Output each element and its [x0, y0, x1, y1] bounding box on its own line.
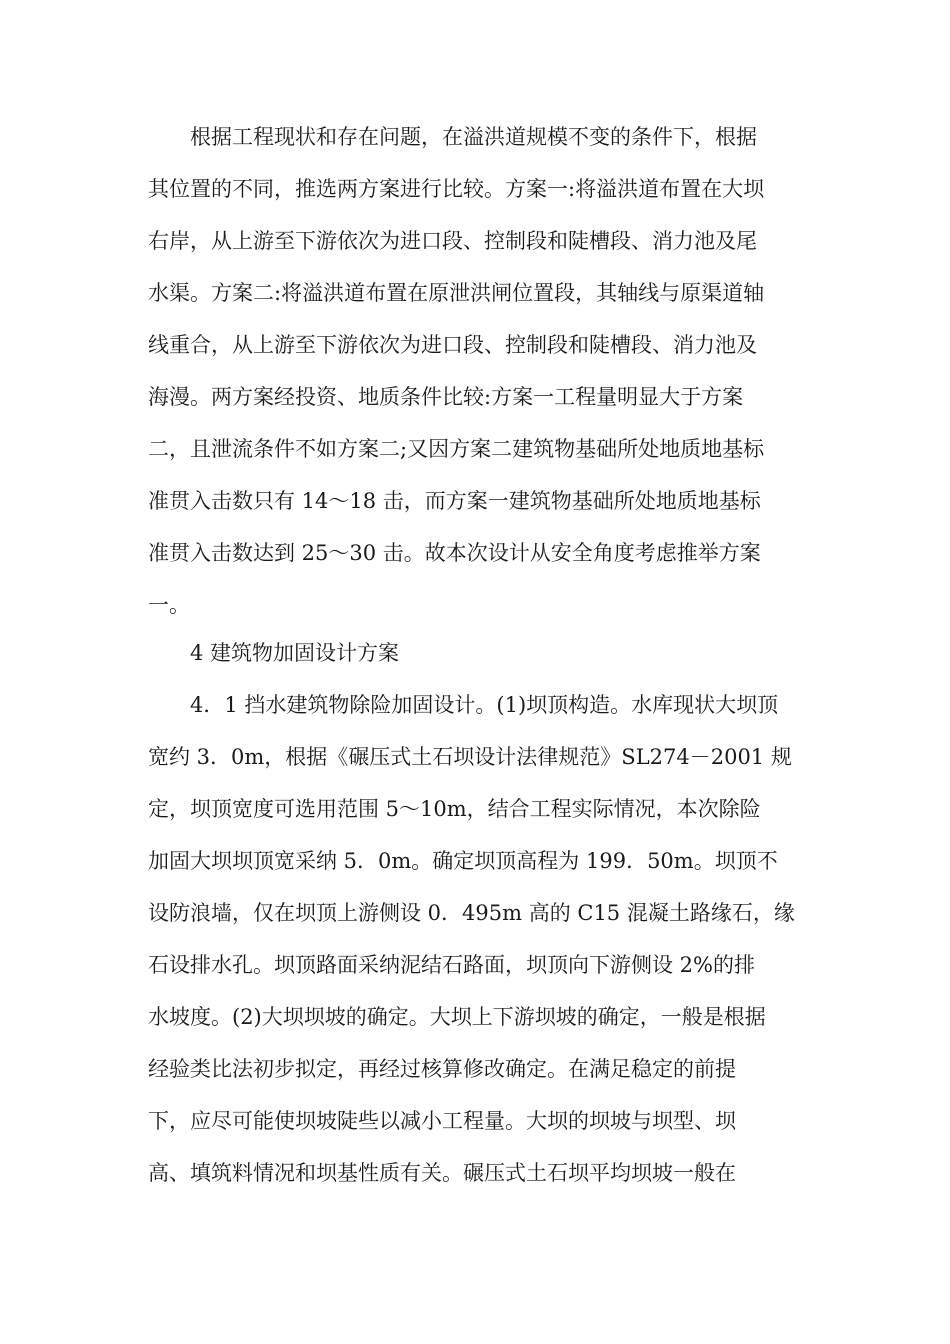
- paragraph-1-line-1: 根据工程现状和存在问题，在溢洪道规模不变的条件下，根据: [190, 125, 757, 149]
- paragraph-1-line-5: 线重合，从上游至下游依次为进口段、控制段和陡槽段、消力池及: [148, 333, 757, 357]
- paragraph-2-line-10: 高、填筑料情况和坝基性质有关。碾压式土石坝平均坝坡一般在: [148, 1161, 736, 1185]
- paragraph-1-line-3: 右岸，从上游至下游依次为进口段、控制段和陡槽段、消力池及尾: [148, 229, 757, 253]
- paragraph-1-line-2: 其位置的不同，推选两方案进行比较。方案一:将溢洪道布置在大坝: [148, 177, 765, 201]
- paragraph-2-line-3: 定，坝顶宽度可选用范围 5～10m，结合工程实际情况，本次除险: [148, 797, 761, 821]
- paragraph-2-line-9: 下，应尽可能使坝坡陡些以减小工程量。大坝的坝坡与坝型、坝: [148, 1109, 736, 1133]
- paragraph-2-line-4: 加固大坝坝顶宽采纳 5．0m。确定坝顶高程为 199．50m。坝顶不: [148, 849, 778, 873]
- paragraph-2-line-1: 4．1 挡水建筑物除险加固设计。(1)坝顶构造。水库现状大坝顶: [190, 693, 779, 717]
- paragraph-1-line-4: 水渠。方案二:将溢洪道布置在原泄洪闸位置段，其轴线与原渠道轴: [148, 281, 765, 305]
- paragraph-2-line-6: 石设排水孔。坝顶路面采纳泥结石路面，坝顶向下游侧设 2%的排: [148, 953, 755, 977]
- section-heading: 4 建筑物加固设计方案: [190, 641, 400, 665]
- paragraph-1-line-8: 准贯入击数只有 14～18 击，而方案一建筑物基础所处地质地基标: [148, 489, 761, 513]
- paragraph-2-line-2: 宽约 3．0m，根据《碾压式土石坝设计法律规范》SL274－2001 规: [148, 745, 792, 769]
- paragraph-2-line-8: 经验类比法初步拟定，再经过核算修改确定。在满足稳定的前提: [148, 1057, 736, 1081]
- paragraph-1-line-10: 一。: [148, 593, 190, 617]
- paragraph-2-line-5: 设防浪墙，仅在坝顶上游侧设 0．495m 高的 C15 混凝土路缘石，缘: [148, 901, 795, 925]
- paragraph-1-line-7: 二，且泄流条件不如方案二;又因方案二建筑物基础所处地质地基标: [148, 437, 765, 461]
- paragraph-1-line-9: 准贯入击数达到 25～30 击。故本次设计从安全角度考虑推举方案: [148, 541, 761, 565]
- paragraph-2-line-7: 水坡度。(2)大坝坝坡的确定。大坝上下游坝坡的确定，一般是根据: [148, 1005, 766, 1029]
- paragraph-1-line-6: 海漫。两方案经投资、地质条件比较:方案一工程量明显大于方案: [148, 385, 744, 409]
